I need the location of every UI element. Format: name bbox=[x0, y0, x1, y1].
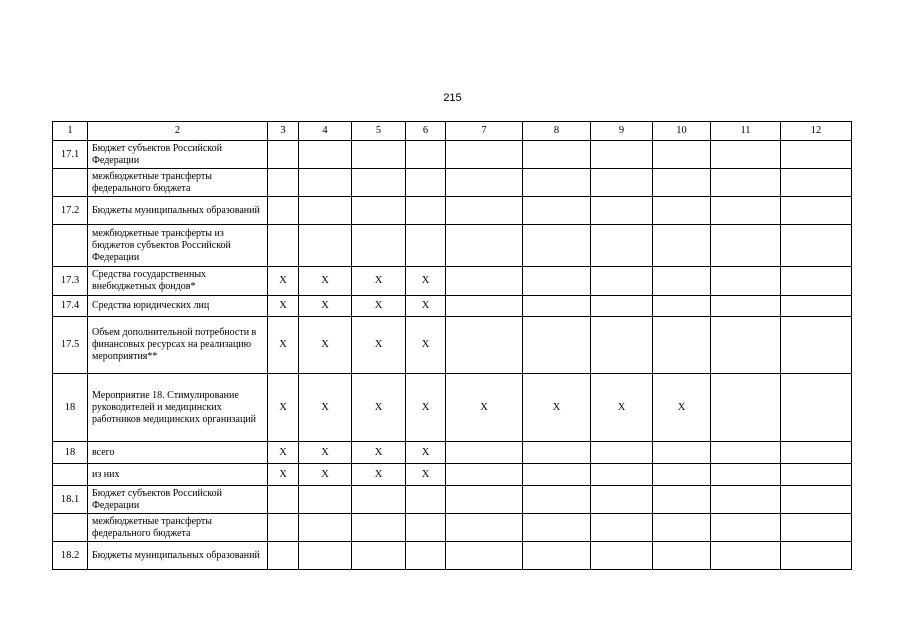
table-cell bbox=[591, 514, 653, 542]
table-cell bbox=[523, 141, 591, 169]
table-cell: X bbox=[268, 267, 299, 296]
table-cell bbox=[406, 486, 446, 514]
table-cell bbox=[268, 141, 299, 169]
table-cell bbox=[406, 514, 446, 542]
table-cell bbox=[523, 442, 591, 464]
table-cell bbox=[523, 542, 591, 570]
table-cell bbox=[711, 464, 781, 486]
row-number: 18.1 bbox=[53, 486, 88, 514]
column-header-9: 9 bbox=[591, 122, 653, 141]
column-header-6: 6 bbox=[406, 122, 446, 141]
table-cell bbox=[711, 317, 781, 374]
table-row bbox=[53, 374, 852, 442]
table-cell bbox=[446, 542, 523, 570]
table-cell bbox=[711, 141, 781, 169]
table-cell bbox=[591, 197, 653, 225]
table-cell: X bbox=[406, 464, 446, 486]
table-row bbox=[53, 225, 852, 267]
table-cell bbox=[446, 296, 523, 317]
row-description: Бюджеты муниципальных образований bbox=[88, 542, 268, 570]
table-cell bbox=[781, 197, 852, 225]
table-cell bbox=[523, 514, 591, 542]
table-body bbox=[53, 122, 852, 570]
table-cell: X bbox=[352, 442, 406, 464]
table-cell bbox=[406, 542, 446, 570]
table-cell bbox=[653, 486, 711, 514]
table-cell bbox=[299, 514, 352, 542]
table-cell bbox=[352, 542, 406, 570]
row-description: Бюджет субъектов Российской Федерации bbox=[88, 141, 268, 169]
table-cell: X bbox=[268, 442, 299, 464]
row-description: Объем дополнительной потребности в финансовых ресурсах на реализацию мероприятия** bbox=[88, 317, 268, 374]
table-cell bbox=[446, 442, 523, 464]
row-number bbox=[53, 169, 88, 197]
table-cell bbox=[781, 514, 852, 542]
table-cell bbox=[781, 267, 852, 296]
table-cell bbox=[653, 225, 711, 267]
table-row bbox=[53, 169, 852, 197]
row-description: из них bbox=[88, 464, 268, 486]
table-cell bbox=[446, 225, 523, 267]
table-cell: X bbox=[299, 267, 352, 296]
table-cell bbox=[299, 141, 352, 169]
row-number bbox=[53, 225, 88, 267]
table-cell bbox=[591, 317, 653, 374]
table-cell bbox=[446, 141, 523, 169]
table-cell bbox=[653, 514, 711, 542]
table-cell bbox=[406, 225, 446, 267]
table-cell: X bbox=[352, 267, 406, 296]
column-header-2: 2 bbox=[88, 122, 268, 141]
column-header-3: 3 bbox=[268, 122, 299, 141]
table-cell: X bbox=[523, 374, 591, 442]
table-cell bbox=[268, 169, 299, 197]
table-cell bbox=[406, 197, 446, 225]
row-number: 18 bbox=[53, 442, 88, 464]
table-cell bbox=[446, 486, 523, 514]
table-cell bbox=[781, 464, 852, 486]
table-cell bbox=[653, 542, 711, 570]
table-cell bbox=[352, 197, 406, 225]
table-cell bbox=[446, 317, 523, 374]
table-cell bbox=[781, 542, 852, 570]
column-header-7: 7 bbox=[446, 122, 523, 141]
table-cell bbox=[591, 141, 653, 169]
table-cell bbox=[352, 514, 406, 542]
table-cell bbox=[446, 464, 523, 486]
table-cell bbox=[446, 267, 523, 296]
table-cell bbox=[406, 141, 446, 169]
table-cell bbox=[653, 141, 711, 169]
table-cell bbox=[591, 267, 653, 296]
table-cell: X bbox=[299, 442, 352, 464]
table-cell: X bbox=[352, 374, 406, 442]
table-cell: X bbox=[352, 296, 406, 317]
table-cell: X bbox=[406, 296, 446, 317]
table-cell bbox=[268, 514, 299, 542]
table-cell bbox=[711, 225, 781, 267]
table-cell: X bbox=[268, 464, 299, 486]
table-cell: X bbox=[406, 317, 446, 374]
table-cell: X bbox=[591, 374, 653, 442]
table-cell bbox=[653, 317, 711, 374]
row-number: 17.5 bbox=[53, 317, 88, 374]
table-row bbox=[53, 141, 852, 169]
column-header-1: 1 bbox=[53, 122, 88, 141]
budget-table bbox=[52, 121, 852, 570]
table-cell bbox=[711, 374, 781, 442]
table-cell bbox=[711, 486, 781, 514]
table-cell bbox=[591, 486, 653, 514]
table-cell: X bbox=[352, 464, 406, 486]
table-cell: X bbox=[446, 374, 523, 442]
row-number bbox=[53, 514, 88, 542]
table-cell bbox=[299, 225, 352, 267]
row-number: 17.2 bbox=[53, 197, 88, 225]
table-cell bbox=[781, 486, 852, 514]
table-cell bbox=[711, 442, 781, 464]
table-cell bbox=[591, 169, 653, 197]
table-cell bbox=[781, 317, 852, 374]
table-cell bbox=[523, 464, 591, 486]
table-cell bbox=[446, 514, 523, 542]
table-cell bbox=[591, 225, 653, 267]
table-cell bbox=[352, 141, 406, 169]
table-cell: X bbox=[299, 464, 352, 486]
table-cell bbox=[352, 169, 406, 197]
row-number: 17.1 bbox=[53, 141, 88, 169]
table-cell bbox=[406, 169, 446, 197]
row-description: Мероприятие 18. Стимулирование руководителей и медицинских работников медицинских организаций bbox=[88, 374, 268, 442]
table-cell bbox=[781, 141, 852, 169]
column-header-10: 10 bbox=[653, 122, 711, 141]
table-cell: X bbox=[268, 374, 299, 442]
page-number: 215 bbox=[443, 92, 462, 104]
table-cell bbox=[711, 169, 781, 197]
table-cell bbox=[711, 296, 781, 317]
table-cell bbox=[591, 542, 653, 570]
table-cell bbox=[653, 442, 711, 464]
row-number bbox=[53, 464, 88, 486]
table-cell bbox=[446, 197, 523, 225]
row-description: Средства государственных внебюджетных фондов* bbox=[88, 267, 268, 296]
row-description: Средства юридических лиц bbox=[88, 296, 268, 317]
table-cell: X bbox=[406, 442, 446, 464]
table-cell bbox=[352, 225, 406, 267]
table-cell bbox=[523, 317, 591, 374]
row-description: Бюджет субъектов Российской Федерации bbox=[88, 486, 268, 514]
table-cell bbox=[591, 442, 653, 464]
table-cell bbox=[591, 296, 653, 317]
table-cell bbox=[711, 542, 781, 570]
table-row bbox=[53, 317, 852, 374]
table-cell: X bbox=[406, 374, 446, 442]
table-cell bbox=[523, 225, 591, 267]
row-description: межбюджетные трансферты федерального бюджета bbox=[88, 169, 268, 197]
row-number: 17.4 bbox=[53, 296, 88, 317]
table-cell bbox=[711, 197, 781, 225]
row-description: Бюджеты муниципальных образований bbox=[88, 197, 268, 225]
table-cell bbox=[352, 486, 406, 514]
table-cell bbox=[781, 296, 852, 317]
row-description: всего bbox=[88, 442, 268, 464]
row-number: 18 bbox=[53, 374, 88, 442]
table-row bbox=[53, 486, 852, 514]
table-cell bbox=[711, 514, 781, 542]
table-cell bbox=[299, 169, 352, 197]
table-cell bbox=[299, 542, 352, 570]
table-cell: X bbox=[406, 267, 446, 296]
table-row bbox=[53, 464, 852, 486]
column-header-11: 11 bbox=[711, 122, 781, 141]
table-cell bbox=[523, 296, 591, 317]
table-cell bbox=[523, 197, 591, 225]
row-description: межбюджетные трансферты из бюджетов субъектов Российской Федерации bbox=[88, 225, 268, 267]
table-cell bbox=[653, 464, 711, 486]
table-cell bbox=[268, 197, 299, 225]
table-cell: X bbox=[268, 317, 299, 374]
column-header-5: 5 bbox=[352, 122, 406, 141]
table-cell bbox=[591, 464, 653, 486]
header-row bbox=[53, 122, 852, 141]
column-header-4: 4 bbox=[299, 122, 352, 141]
table-cell bbox=[781, 374, 852, 442]
table-cell: X bbox=[299, 296, 352, 317]
row-description: межбюджетные трансферты федерального бюджета bbox=[88, 514, 268, 542]
table-row bbox=[53, 542, 852, 570]
table-cell bbox=[299, 197, 352, 225]
table-cell: X bbox=[653, 374, 711, 442]
table-cell: X bbox=[352, 317, 406, 374]
table-cell bbox=[268, 225, 299, 267]
table-cell: X bbox=[268, 296, 299, 317]
table-cell bbox=[523, 486, 591, 514]
table-cell bbox=[653, 267, 711, 296]
table-cell bbox=[781, 442, 852, 464]
table-row bbox=[53, 197, 852, 225]
table-cell bbox=[268, 486, 299, 514]
table-cell bbox=[653, 296, 711, 317]
table-cell bbox=[523, 169, 591, 197]
table-cell bbox=[781, 169, 852, 197]
row-number: 17.3 bbox=[53, 267, 88, 296]
table-row bbox=[53, 514, 852, 542]
row-number: 18.2 bbox=[53, 542, 88, 570]
table-cell: X bbox=[299, 317, 352, 374]
table-cell bbox=[446, 169, 523, 197]
column-header-12: 12 bbox=[781, 122, 852, 141]
table-row bbox=[53, 442, 852, 464]
table-cell: X bbox=[299, 374, 352, 442]
table-cell bbox=[268, 542, 299, 570]
table-cell bbox=[653, 169, 711, 197]
table-row bbox=[53, 267, 852, 296]
table-row bbox=[53, 296, 852, 317]
table-cell bbox=[781, 225, 852, 267]
table-cell bbox=[299, 486, 352, 514]
table-cell bbox=[653, 197, 711, 225]
column-header-8: 8 bbox=[523, 122, 591, 141]
table-cell bbox=[711, 267, 781, 296]
table-cell bbox=[523, 267, 591, 296]
